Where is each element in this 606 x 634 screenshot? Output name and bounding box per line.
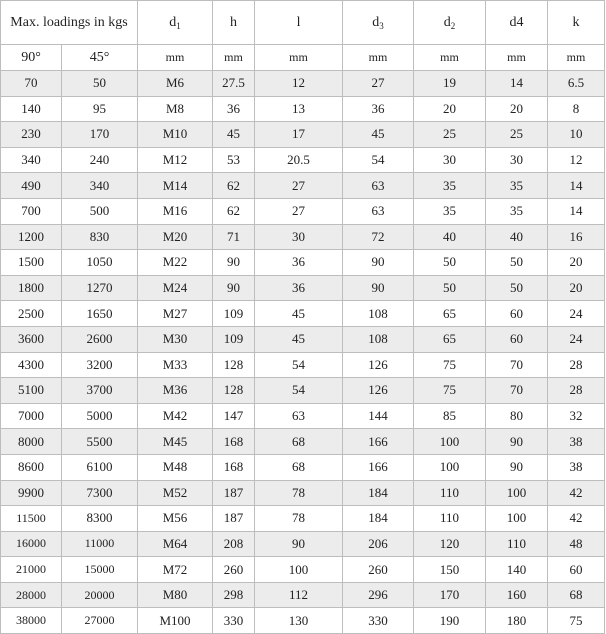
cell-h: 298 (213, 582, 255, 608)
d4-unit: mm (486, 45, 548, 71)
cell-d4: 140 (486, 557, 548, 583)
cell-h: 53 (213, 147, 255, 173)
cell-d1: M72 (138, 557, 213, 583)
cell-d2: 100 (414, 454, 486, 480)
cell-k: 48 (548, 531, 605, 557)
cell-d4: 100 (486, 480, 548, 506)
cell-h: 208 (213, 531, 255, 557)
h-unit: mm (213, 45, 255, 71)
cell-l: 20.5 (255, 147, 343, 173)
cell-d3: 72 (343, 224, 414, 250)
cell-h: 260 (213, 557, 255, 583)
cell-d2: 35 (414, 198, 486, 224)
table-row (1, 480, 605, 506)
cell-d4: 40 (486, 224, 548, 250)
cell-d4: 50 (486, 250, 548, 276)
cell-d3: 90 (343, 275, 414, 301)
table-row (1, 173, 605, 199)
table-row (1, 557, 605, 583)
cell-d1: M24 (138, 275, 213, 301)
k-unit: mm (548, 45, 605, 71)
cell-load-90: 8600 (1, 454, 62, 480)
cell-k: 32 (548, 403, 605, 429)
table-row (1, 122, 605, 148)
cell-d1: M33 (138, 352, 213, 378)
cell-l: 68 (255, 429, 343, 455)
cell-d3: 108 (343, 301, 414, 327)
table-row (1, 429, 605, 455)
cell-load-45: 3700 (62, 378, 138, 404)
cell-d3: 36 (343, 96, 414, 122)
angle-45-header: 45° (62, 45, 138, 71)
cell-k: 38 (548, 429, 605, 455)
cell-load-45: 240 (62, 147, 138, 173)
cell-d4: 180 (486, 608, 548, 634)
cell-l: 54 (255, 378, 343, 404)
table-row (1, 506, 605, 532)
table-row (1, 608, 605, 634)
cell-h: 27.5 (213, 71, 255, 97)
cell-h: 62 (213, 173, 255, 199)
cell-d1: M8 (138, 96, 213, 122)
cell-l: 17 (255, 122, 343, 148)
table-row (1, 352, 605, 378)
cell-load-90: 11500 (1, 506, 62, 532)
d2-unit: mm (414, 45, 486, 71)
cell-k: 12 (548, 147, 605, 173)
table-row (1, 531, 605, 557)
cell-d3: 108 (343, 326, 414, 352)
cell-load-45: 8300 (62, 506, 138, 532)
cell-d2: 85 (414, 403, 486, 429)
cell-l: 12 (255, 71, 343, 97)
cell-l: 36 (255, 275, 343, 301)
cell-d1: M48 (138, 454, 213, 480)
cell-d3: 54 (343, 147, 414, 173)
cell-load-90: 38000 (1, 608, 62, 634)
cell-d4: 35 (486, 173, 548, 199)
cell-l: 112 (255, 582, 343, 608)
d2-header-base: d (443, 14, 451, 30)
cell-d2: 35 (414, 173, 486, 199)
cell-k: 14 (548, 173, 605, 199)
table-row (1, 71, 605, 97)
table-row (1, 250, 605, 276)
cell-load-90: 230 (1, 122, 62, 148)
cell-d1: M22 (138, 250, 213, 276)
cell-load-45: 5000 (62, 403, 138, 429)
cell-k: 42 (548, 506, 605, 532)
angle-90-header: 90° (1, 45, 62, 71)
cell-load-90: 490 (1, 173, 62, 199)
cell-load-45: 1650 (62, 301, 138, 327)
cell-load-45: 15000 (62, 557, 138, 583)
cell-d3: 184 (343, 506, 414, 532)
cell-d1: M6 (138, 71, 213, 97)
cell-d1: M36 (138, 378, 213, 404)
cell-h: 168 (213, 429, 255, 455)
cell-d3: 330 (343, 608, 414, 634)
cell-load-90: 1500 (1, 250, 62, 276)
cell-l: 45 (255, 301, 343, 327)
cell-d2: 100 (414, 429, 486, 455)
cell-h: 330 (213, 608, 255, 634)
cell-d2: 50 (414, 250, 486, 276)
cell-l: 36 (255, 250, 343, 276)
cell-load-45: 2600 (62, 326, 138, 352)
cell-d1: M27 (138, 301, 213, 327)
cell-l: 30 (255, 224, 343, 250)
cell-d1: M56 (138, 506, 213, 532)
cell-d1: M16 (138, 198, 213, 224)
cell-d2: 65 (414, 301, 486, 327)
cell-h: 90 (213, 275, 255, 301)
cell-h: 109 (213, 326, 255, 352)
d1-header (138, 1, 213, 45)
cell-d2: 120 (414, 531, 486, 557)
d1-unit: mm (138, 45, 213, 71)
cell-d2: 110 (414, 506, 486, 532)
cell-d3: 166 (343, 429, 414, 455)
cell-d4: 60 (486, 301, 548, 327)
cell-d1: M45 (138, 429, 213, 455)
cell-d3: 63 (343, 173, 414, 199)
cell-d3: 126 (343, 352, 414, 378)
cell-d2: 75 (414, 352, 486, 378)
d2-header-sub: 2 (450, 20, 456, 31)
cell-k: 60 (548, 557, 605, 583)
cell-d3: 144 (343, 403, 414, 429)
cell-k: 42 (548, 480, 605, 506)
cell-k: 10 (548, 122, 605, 148)
table-row (1, 326, 605, 352)
table-row (1, 96, 605, 122)
cell-d3: 296 (343, 582, 414, 608)
d3-unit: mm (343, 45, 414, 71)
cell-load-90: 1800 (1, 275, 62, 301)
cell-d4: 25 (486, 122, 548, 148)
cell-load-90: 3600 (1, 326, 62, 352)
cell-load-45: 500 (62, 198, 138, 224)
cell-d2: 25 (414, 122, 486, 148)
cell-d4: 80 (486, 403, 548, 429)
cell-d3: 63 (343, 198, 414, 224)
cell-l: 13 (255, 96, 343, 122)
cell-h: 62 (213, 198, 255, 224)
cell-d4: 70 (486, 352, 548, 378)
cell-h: 128 (213, 378, 255, 404)
d3-header-sub: 3 (379, 20, 384, 31)
cell-load-90: 16000 (1, 531, 62, 557)
cell-d1: M100 (138, 608, 213, 634)
table-row (1, 454, 605, 480)
cell-load-45: 27000 (62, 608, 138, 634)
cell-d2: 75 (414, 378, 486, 404)
cell-h: 45 (213, 122, 255, 148)
cell-load-45: 3200 (62, 352, 138, 378)
table-row (1, 275, 605, 301)
cell-load-45: 1050 (62, 250, 138, 276)
cell-load-90: 70 (1, 71, 62, 97)
unit-row (1, 45, 605, 71)
table-row (1, 301, 605, 327)
cell-d4: 60 (486, 326, 548, 352)
cell-load-45: 20000 (62, 582, 138, 608)
cell-d4: 110 (486, 531, 548, 557)
table-row (1, 147, 605, 173)
cell-d1: M52 (138, 480, 213, 506)
cell-k: 24 (548, 326, 605, 352)
d3-header-base: d (372, 14, 380, 30)
cell-load-90: 140 (1, 96, 62, 122)
d1-header-sub: 1 (176, 20, 181, 31)
cell-l: 130 (255, 608, 343, 634)
cell-d4: 20 (486, 96, 548, 122)
cell-d4: 90 (486, 429, 548, 455)
cell-h: 36 (213, 96, 255, 122)
cell-d1: M80 (138, 582, 213, 608)
table-row (1, 403, 605, 429)
cell-load-45: 5500 (62, 429, 138, 455)
cell-h: 128 (213, 352, 255, 378)
cell-load-45: 11000 (62, 531, 138, 557)
cell-load-45: 1270 (62, 275, 138, 301)
cell-k: 28 (548, 378, 605, 404)
cell-k: 16 (548, 224, 605, 250)
table-row (1, 224, 605, 250)
max-loadings-header: Max. loadings in kgs (1, 1, 138, 45)
cell-h: 71 (213, 224, 255, 250)
cell-d1: M12 (138, 147, 213, 173)
header-row (1, 1, 605, 45)
cell-load-45: 830 (62, 224, 138, 250)
cell-d2: 150 (414, 557, 486, 583)
cell-k: 14 (548, 198, 605, 224)
cell-d3: 206 (343, 531, 414, 557)
cell-k: 75 (548, 608, 605, 634)
cell-k: 20 (548, 275, 605, 301)
cell-d3: 166 (343, 454, 414, 480)
cell-load-90: 1200 (1, 224, 62, 250)
cell-l: 27 (255, 173, 343, 199)
cell-load-45: 340 (62, 173, 138, 199)
cell-load-45: 95 (62, 96, 138, 122)
cell-d2: 40 (414, 224, 486, 250)
cell-l: 54 (255, 352, 343, 378)
cell-d2: 50 (414, 275, 486, 301)
table-body (1, 71, 605, 634)
cell-h: 90 (213, 250, 255, 276)
cell-k: 68 (548, 582, 605, 608)
cell-load-90: 8000 (1, 429, 62, 455)
cell-d2: 19 (414, 71, 486, 97)
cell-d4: 14 (486, 71, 548, 97)
cell-d4: 160 (486, 582, 548, 608)
cell-l: 78 (255, 480, 343, 506)
cell-l: 27 (255, 198, 343, 224)
cell-d2: 20 (414, 96, 486, 122)
cell-load-45: 7300 (62, 480, 138, 506)
cell-load-90: 2500 (1, 301, 62, 327)
cell-h: 109 (213, 301, 255, 327)
cell-d3: 260 (343, 557, 414, 583)
cell-h: 187 (213, 506, 255, 532)
cell-h: 187 (213, 480, 255, 506)
cell-l: 78 (255, 506, 343, 532)
cell-d1: M10 (138, 122, 213, 148)
l-header: l (255, 1, 343, 45)
cell-d4: 100 (486, 506, 548, 532)
cell-load-45: 170 (62, 122, 138, 148)
cell-d2: 110 (414, 480, 486, 506)
d3-header (343, 1, 414, 45)
cell-l: 100 (255, 557, 343, 583)
cell-k: 28 (548, 352, 605, 378)
cell-d3: 45 (343, 122, 414, 148)
cell-load-90: 4300 (1, 352, 62, 378)
cell-d1: M20 (138, 224, 213, 250)
l-unit: mm (255, 45, 343, 71)
table-row (1, 378, 605, 404)
d2-header (414, 1, 486, 45)
cell-d4: 35 (486, 198, 548, 224)
cell-d2: 170 (414, 582, 486, 608)
cell-load-90: 7000 (1, 403, 62, 429)
cell-d1: M42 (138, 403, 213, 429)
cell-d3: 90 (343, 250, 414, 276)
k-header: k (548, 1, 605, 45)
cell-d4: 70 (486, 378, 548, 404)
table-row (1, 582, 605, 608)
cell-load-90: 700 (1, 198, 62, 224)
cell-d1: M14 (138, 173, 213, 199)
d1-header-base: d (169, 14, 177, 30)
cell-load-45: 6100 (62, 454, 138, 480)
cell-k: 8 (548, 96, 605, 122)
cell-load-90: 28000 (1, 582, 62, 608)
cell-h: 147 (213, 403, 255, 429)
cell-d3: 184 (343, 480, 414, 506)
cell-l: 45 (255, 326, 343, 352)
cell-load-90: 21000 (1, 557, 62, 583)
cell-d2: 190 (414, 608, 486, 634)
cell-load-45: 50 (62, 71, 138, 97)
cell-k: 24 (548, 301, 605, 327)
cell-k: 20 (548, 250, 605, 276)
cell-d4: 30 (486, 147, 548, 173)
cell-d2: 65 (414, 326, 486, 352)
cell-d3: 126 (343, 378, 414, 404)
cell-l: 90 (255, 531, 343, 557)
cell-h: 168 (213, 454, 255, 480)
h-header: h (213, 1, 255, 45)
cell-load-90: 9900 (1, 480, 62, 506)
cell-d4: 50 (486, 275, 548, 301)
cell-d1: M64 (138, 531, 213, 557)
cell-k: 6.5 (548, 71, 605, 97)
cell-d3: 27 (343, 71, 414, 97)
cell-l: 63 (255, 403, 343, 429)
d4-header: d4 (486, 1, 548, 45)
table-row (1, 198, 605, 224)
cell-load-90: 5100 (1, 378, 62, 404)
cell-d2: 30 (414, 147, 486, 173)
cell-d4: 90 (486, 454, 548, 480)
cell-d1: M30 (138, 326, 213, 352)
cell-load-90: 340 (1, 147, 62, 173)
cell-k: 38 (548, 454, 605, 480)
cell-l: 68 (255, 454, 343, 480)
